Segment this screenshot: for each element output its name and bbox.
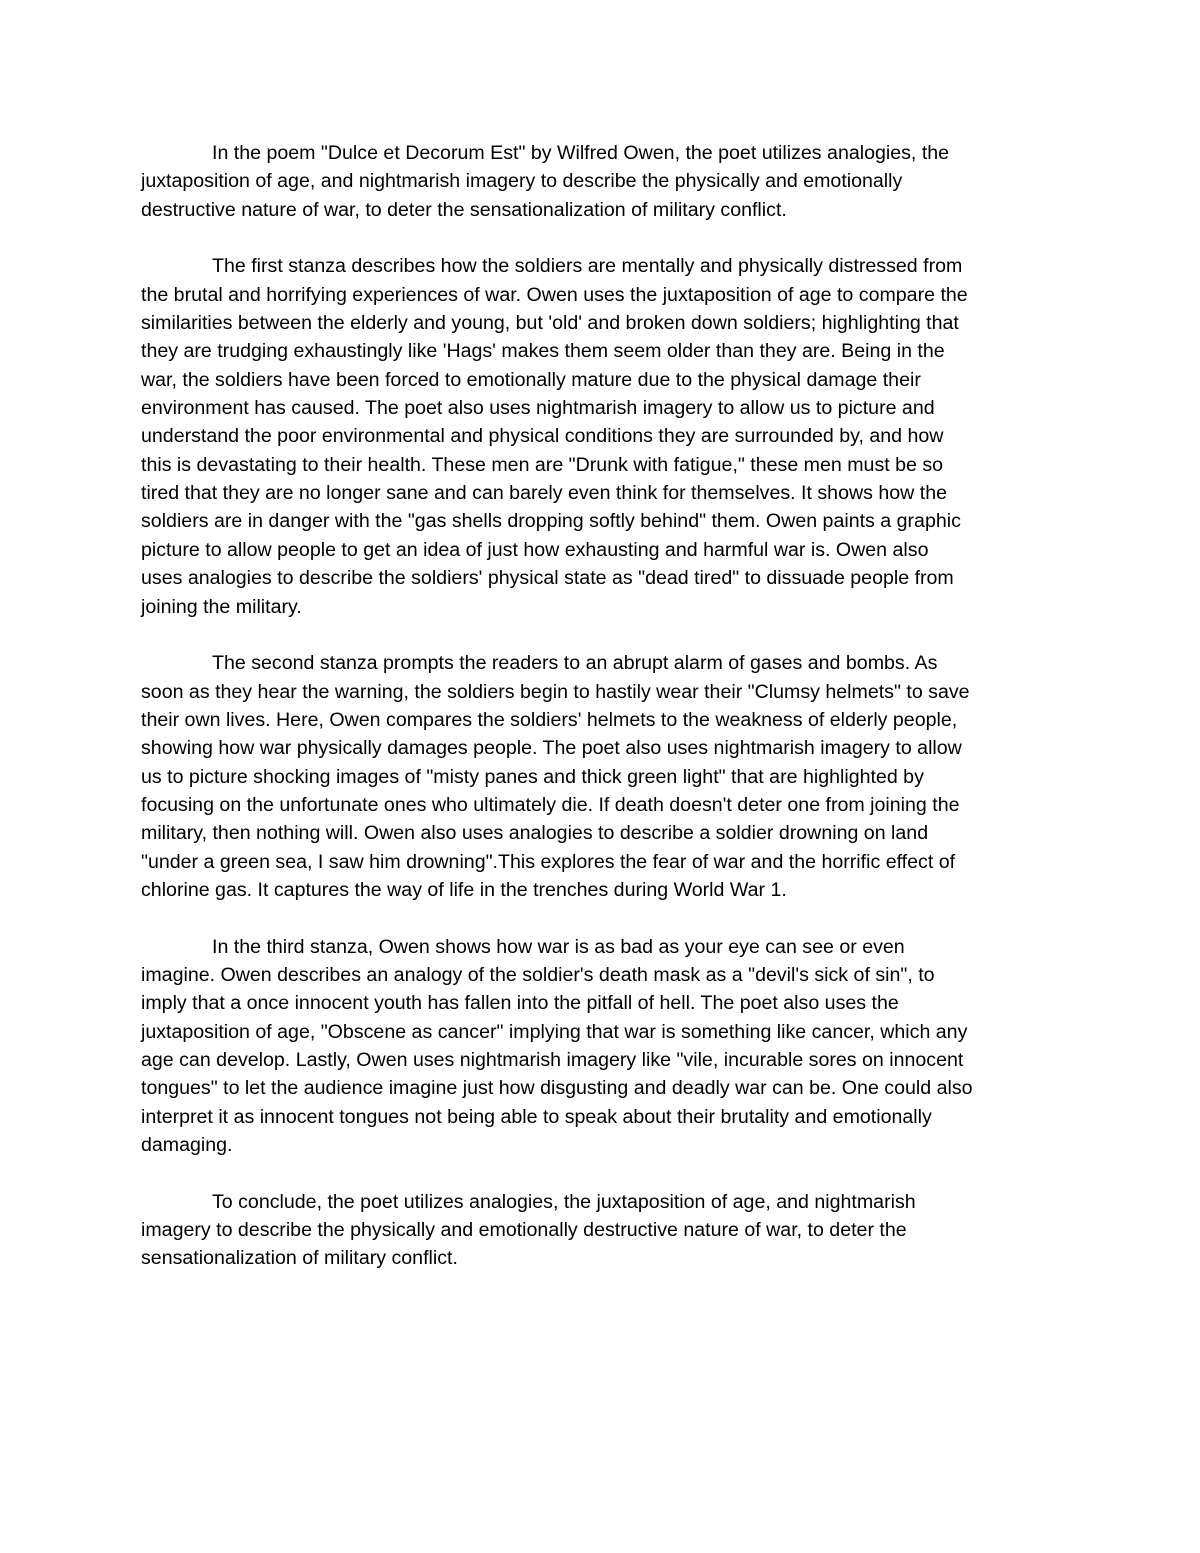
text-line: similarities between the elderly and young, but 'old' and broken down soldiers; highlighting that xyxy=(141,312,959,335)
paragraph-first-stanza xyxy=(141,252,1059,620)
text-line: imply that a once innocent youth has fallen into the pitfall of hell. The poet also uses the xyxy=(141,992,899,1015)
text-line: soldiers are in danger with the "gas shells dropping softly behind" them. Owen paints a graphic xyxy=(141,510,961,533)
text-line: The second stanza prompts the readers to an abrupt alarm of gases and bombs. As xyxy=(212,652,938,675)
text-line: uses analogies to describe the soldiers' physical state as "dead tired" to dissuade people from xyxy=(141,567,954,590)
text-line: juxtaposition of age, and nightmarish imagery to describe the physically and emotionally xyxy=(141,170,903,193)
text-line: the brutal and horrifying experiences of war. Owen uses the juxtaposition of age to compare the xyxy=(141,283,968,306)
text-line: imagery to describe the physically and emotionally destructive nature of war, to deter the xyxy=(141,1219,907,1242)
text-line: joining the military. xyxy=(141,595,302,618)
paragraph-gap xyxy=(141,224,1059,252)
text-line: tongues" to let the audience imagine just how disgusting and deadly war can be. One could also xyxy=(141,1077,973,1100)
text-line: destructive nature of war, to deter the sensationalization of military conflict. xyxy=(141,198,787,221)
paragraph-second-stanza xyxy=(141,649,1059,904)
paragraph-introduction xyxy=(141,139,1059,224)
text-line: showing how war physically damages people. The poet also uses nightmarish imagery to allow xyxy=(141,737,962,760)
text-line: tired that they are no longer sane and can barely even think for themselves. It shows how the xyxy=(141,482,947,505)
paragraph-third-stanza xyxy=(141,933,1059,1160)
text-line: environment has caused. The poet also uses nightmarish imagery to allow us to picture and xyxy=(141,397,935,420)
text-line: imagine. Owen describes an analogy of the soldier's death mask as a "devil's sick of sin", to xyxy=(141,963,935,986)
text-line: damaging. xyxy=(141,1134,233,1157)
text-line: war, the soldiers have been forced to emotionally mature due to the physical damage their xyxy=(141,368,921,391)
text-line: In the third stanza, Owen shows how war is as bad as your eye can see or even xyxy=(212,935,905,958)
text-line: they are trudging exhaustingly like 'Hags' makes them seem older than they are. Being in the xyxy=(141,340,945,363)
text-line: interpret it as innocent tongues not being able to speak about their brutality and emotionally xyxy=(141,1105,932,1128)
text-line: age can develop. Lastly, Owen uses nightmarish imagery like "vile, incurable sores on innocent xyxy=(141,1049,964,1071)
text-line: The first stanza describes how the soldiers are mentally and physically distressed from xyxy=(212,255,963,278)
text-line: juxtaposition of age, "Obscene as cancer" implying that war is something like cancer, which any xyxy=(141,1020,968,1043)
paragraph-gap xyxy=(141,1159,1059,1187)
text-line: soon as they hear the warning, the soldiers begin to hastily wear their "Clumsy helmets" to save xyxy=(141,680,970,703)
text-line: this is devastating to their health. These men are "Drunk with fatigue," these men must be so xyxy=(141,453,944,476)
text-line: sensationalization of military conflict. xyxy=(141,1247,458,1270)
text-line: military, then nothing will. Owen also uses analogies to describe a soldier drowning on land xyxy=(141,822,929,845)
text-line: focusing on the unfortunate ones who ultimately die. If death doesn't deter one from joining the xyxy=(141,793,960,816)
text-line: To conclude, the poet utilizes analogies, the juxtaposition of age, and nightmarish xyxy=(212,1190,916,1213)
text-line: picture to allow people to get an idea of just how exhausting and harmful war is. Owen also xyxy=(141,538,929,561)
text-line: understand the poor environmental and physical conditions they are surrounded by, and how xyxy=(141,425,944,448)
paragraph-gap xyxy=(141,904,1059,932)
text-line: us to picture shocking images of "misty panes and thick green light" that are highlighted by xyxy=(141,765,924,788)
text-line: their own lives. Here, Owen compares the soldiers' helmets to the weakness of elderly people, xyxy=(141,708,958,731)
text-line: In the poem "Dulce et Decorum Est" by Wilfred Owen, the poet utilizes analogies, the xyxy=(212,142,950,164)
text-line: "under a green sea, I saw him drowning".This explores the fear of war and the horrific effect of xyxy=(141,850,956,873)
paragraph-gap xyxy=(141,621,1059,649)
paragraph-conclusion xyxy=(141,1188,1059,1273)
text-line: chlorine gas. It captures the way of life in the trenches during World War 1. xyxy=(141,878,787,901)
essay-body xyxy=(141,139,1059,1273)
